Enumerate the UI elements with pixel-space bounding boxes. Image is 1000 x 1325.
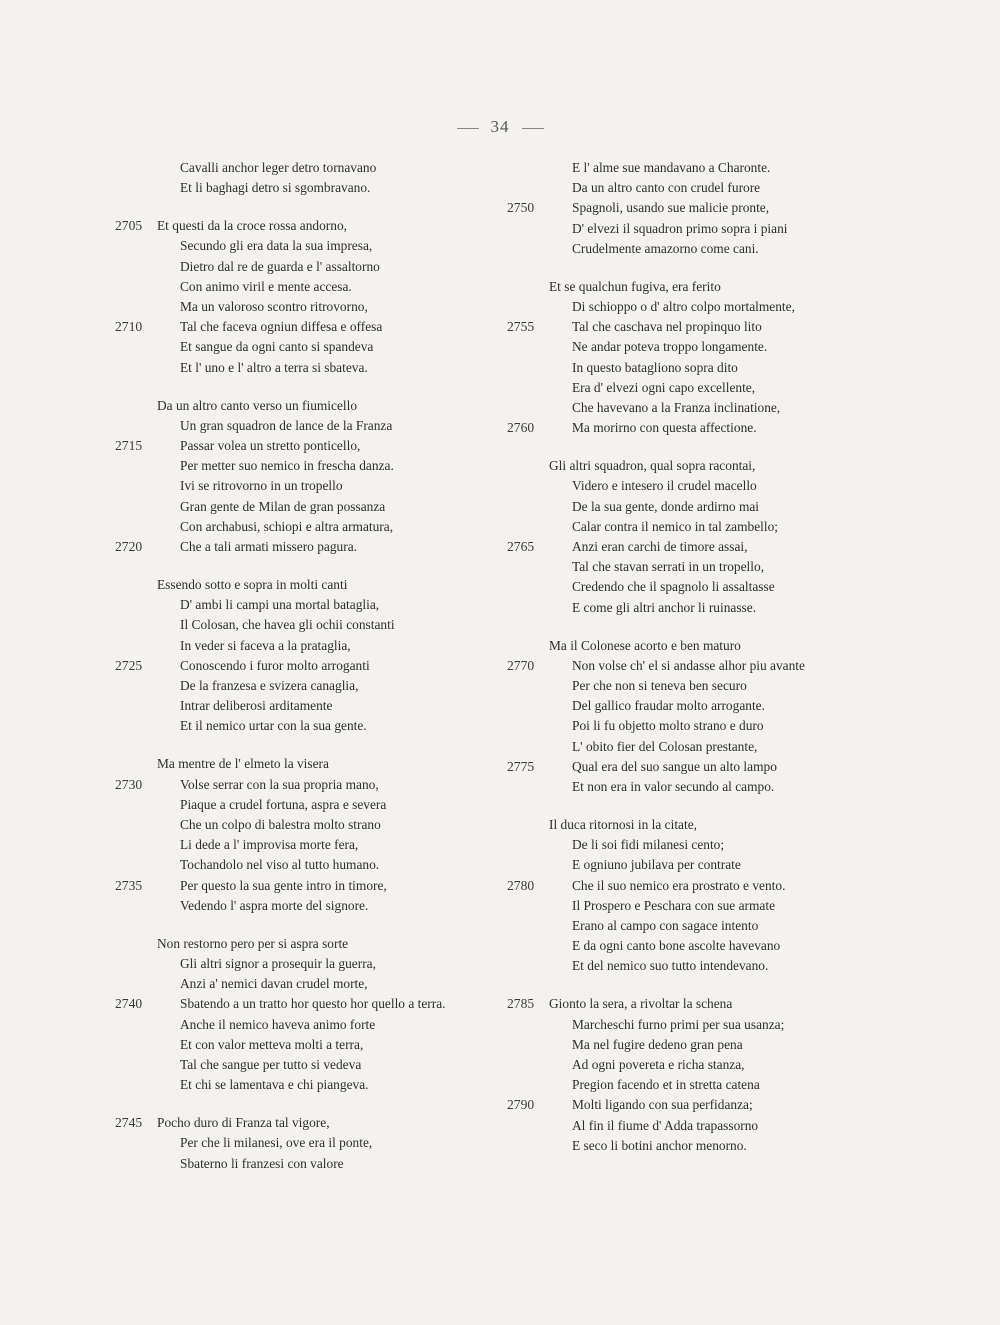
page-number: 34 (490, 117, 510, 136)
verse-line (507, 936, 897, 956)
line-number: 2745 (115, 1115, 143, 1131)
verse-text: Ma nel fugire dedeno gran pena (572, 1036, 743, 1052)
line-number: 2730 (115, 776, 143, 792)
verse-text: Gran gente de Milan de gran possanza (180, 498, 386, 514)
verse-text: Et il nemico urtar con la sua gente. (180, 718, 367, 734)
verse-text: Essendo sotto e sopra in molti canti (157, 577, 348, 593)
stanza (507, 277, 897, 439)
verse-text: Spagnoli, usando sue malicie pronte, (572, 200, 770, 216)
verse-text: Tal che stavan serrati in un tropello, (572, 559, 765, 575)
verse-line (507, 696, 897, 716)
verse-text: Secundo gli era data la sua impresa, (180, 238, 373, 254)
verse-line (115, 158, 510, 178)
verse-line (507, 337, 897, 357)
verse-text: In questo batagliono sopra dito (572, 359, 738, 375)
line-number: 2735 (115, 877, 143, 893)
line-number: 2755 (507, 319, 535, 335)
verse-line (115, 537, 510, 557)
verse-line (115, 236, 510, 256)
verse-text: Sbaterno li franzesi con valore (180, 1155, 344, 1171)
verse-line (507, 876, 897, 896)
verse-line (115, 1154, 510, 1174)
verse-line (507, 178, 897, 198)
verse-text: Era d' elvezi ogni capo excellente, (572, 379, 756, 395)
verse-text: Calar contra il nemico in tal zambello; (572, 518, 778, 534)
verse-line (507, 277, 897, 297)
verse-text: E seco li botini anchor menorno. (572, 1137, 747, 1153)
verse-text: Ad ogni povereta e richa stanza, (572, 1056, 745, 1072)
verse-line (115, 1133, 510, 1153)
line-number: 2740 (115, 996, 143, 1012)
verse-text: Qual era del suo sangue un alto lampo (572, 758, 777, 774)
stanza (115, 1113, 510, 1174)
verse-text: Ma mentre de l' elmeto la visera (157, 756, 329, 772)
verse-text: Il Prospero e Peschara con sue armate (572, 897, 776, 913)
line-number: 2720 (115, 538, 143, 554)
verse-text: Con animo viril e mente accesa. (180, 278, 352, 294)
stanza (115, 754, 510, 916)
page-header (0, 117, 1000, 137)
verse-text: Pregion facendo et in stretta catena (572, 1077, 760, 1093)
verse-line (115, 795, 510, 815)
verse-line (507, 1136, 897, 1156)
stanza (507, 994, 897, 1156)
verse-line (507, 317, 897, 337)
verse-text: Ivi se ritrovorno in un tropello (180, 478, 343, 494)
verse-text: De la franzesa e svizera canaglia, (180, 677, 359, 693)
verse-line (115, 754, 510, 774)
verse-line (115, 656, 510, 676)
verse-line (507, 636, 897, 656)
line-number: 2760 (507, 420, 535, 436)
verse-line (115, 876, 510, 896)
verse-line (115, 815, 510, 835)
verse-line (115, 636, 510, 656)
verse-text: Erano al campo con sagace intento (572, 917, 759, 933)
stanza (115, 396, 510, 558)
verse-line (507, 418, 897, 438)
verse-text: Et chi se lamentava e chi piangeva. (180, 1077, 369, 1093)
verse-text: Di schioppo o d' altro colpo mortalmente, (572, 299, 795, 315)
verse-line (115, 257, 510, 277)
verse-line (507, 656, 897, 676)
verse-text: Che un colpo di balestra molto strano (180, 817, 381, 832)
verse-text: Dietro dal re de guarda e l' assaltorno (180, 258, 380, 274)
verse-line (115, 1035, 510, 1055)
verse-text: D' elvezi il squadron primo sopra i piani (572, 220, 788, 236)
verse-line (115, 396, 510, 416)
verse-line (507, 378, 897, 398)
line-number: 2790 (507, 1097, 535, 1113)
verse-text: Pocho duro di Franza tal vigore, (157, 1115, 330, 1131)
verse-text: Volse serrar con la sua propria mano, (180, 776, 379, 792)
stanza (115, 575, 510, 737)
verse-line (115, 835, 510, 855)
verse-line (115, 1113, 510, 1133)
verse-text: L' obito fier del Colosan prestante, (572, 738, 758, 754)
verse-text: Anzi a' nemici davan crudel morte, (180, 976, 368, 992)
verse-line (115, 974, 510, 994)
verse-text: E da ogni canto bone ascolte havevano (572, 938, 781, 954)
verse-line (507, 158, 897, 178)
verse-line (115, 575, 510, 595)
verse-line (507, 676, 897, 696)
verse-text: Un gran squadron de lance de la Franza (180, 417, 393, 433)
line-number: 2725 (115, 657, 143, 673)
verse-text: Poi li fu objetto molto strano e duro (572, 718, 764, 734)
verse-line (507, 855, 897, 875)
verse-text: Et questi da la croce rossa andorno, (157, 218, 348, 234)
verse-line (507, 577, 897, 597)
verse-line (115, 855, 510, 875)
verse-line (115, 497, 510, 517)
line-number: 2705 (115, 218, 143, 234)
verse-line (507, 1075, 897, 1095)
verse-line (507, 517, 897, 537)
verse-line (507, 716, 897, 736)
verse-text: Videro e intesero il crudel macello (572, 478, 757, 494)
verse-text: Li dede a l' improvisa morte fera, (180, 837, 359, 853)
verse-line (507, 1015, 897, 1035)
verse-line (115, 476, 510, 496)
verse-line (507, 835, 897, 855)
stanza (115, 216, 510, 378)
verse-line (115, 615, 510, 635)
verse-text: Non restorno pero per si aspra sorte (157, 935, 349, 951)
verse-text: Gli altri squadron, qual sopra racontai, (549, 458, 756, 474)
verse-text: Gionto la sera, a rivoltar la schena (549, 996, 733, 1012)
verse-line (507, 476, 897, 496)
verse-text: Et del nemico suo tutto intendevano. (572, 958, 769, 974)
verse-line (507, 537, 897, 557)
verse-text: Che a tali armati missero pagura. (180, 538, 357, 554)
verse-text: Il Colosan, che havea gli ochii constanti (180, 617, 395, 633)
verse-line (115, 1015, 510, 1035)
verse-text: Non volse ch' el si andasse alhor piu avante (572, 657, 805, 673)
line-number: 2765 (507, 538, 535, 554)
verse-line (507, 1055, 897, 1075)
verse-line (115, 436, 510, 456)
verse-line (115, 178, 510, 198)
verse-line (115, 775, 510, 795)
verse-text: Per questo la sua gente intro in timore, (180, 877, 387, 893)
verse-line (507, 956, 897, 976)
verse-line (507, 297, 897, 317)
verse-text: Et con valor metteva molti a terra, (180, 1036, 364, 1052)
line-number: 2785 (507, 996, 535, 1012)
verse-text: Ma morirno con questa affectione. (572, 420, 757, 436)
verse-line (507, 916, 897, 936)
verse-text: Intrar deliberosi arditamente (180, 698, 333, 714)
verse-line (507, 1035, 897, 1055)
verse-text: Credendo che il spagnolo li assaltasse (572, 579, 775, 595)
right-column (507, 158, 897, 1174)
verse-text: Tal che caschava nel propinquo lito (572, 319, 762, 335)
verse-text: Per metter suo nemico in frescha danza. (180, 458, 394, 474)
line-number: 2775 (507, 758, 535, 774)
verse-text: Con archabusi, schiopi e altra armatura, (180, 518, 394, 534)
verse-text: Anzi eran carchi de timore assai, (572, 538, 748, 554)
stanza (115, 934, 510, 1096)
verse-line (507, 737, 897, 757)
verse-line (507, 497, 897, 517)
verse-text: Anche il nemico haveva animo forte (180, 1016, 376, 1032)
verse-text: Tal che sangue per tutto si vedeva (180, 1056, 362, 1072)
verse-text: Che il suo nemico era prostrato e vento. (572, 877, 786, 893)
verse-line (115, 456, 510, 476)
verse-text: Et li baghagi detro si sgombravano. (180, 180, 371, 196)
verse-line (507, 757, 897, 777)
line-number: 2715 (115, 438, 143, 454)
verse-line (507, 557, 897, 577)
verse-line (115, 1075, 510, 1095)
verse-text: Et se qualchun fugiva, era ferito (549, 278, 721, 294)
verse-line (115, 416, 510, 436)
stanza (507, 636, 897, 798)
line-number: 2780 (507, 877, 535, 893)
line-number: 2750 (507, 200, 535, 216)
verse-text: Il duca ritornosi in la citate, (549, 817, 697, 832)
verse-text: Ne andar poteva troppo longamente. (572, 339, 768, 355)
stanza (507, 815, 897, 977)
verse-line (507, 815, 897, 835)
verse-text: De la sua gente, donde ardirno mai (572, 498, 760, 514)
verse-line (115, 317, 510, 337)
verse-text: E l' alme sue mandavano a Charonte. (572, 160, 771, 175)
verse-line (115, 216, 510, 236)
verse-text: Da un altro canto con crudel furore (572, 180, 761, 196)
verse-line (507, 994, 897, 1014)
verse-text: Marcheschi furno primi per sua usanza; (572, 1016, 785, 1032)
verse-text: Et sangue da ogni canto si spandeva (180, 339, 374, 355)
verse-text: Gli altri signor a prosequir la guerra, (180, 956, 376, 972)
verse-line (507, 358, 897, 378)
verse-text: Vedendo l' aspra morte del signore. (180, 897, 369, 913)
verse-text: E come gli altri anchor li ruinasse. (572, 599, 757, 615)
verse-line (507, 777, 897, 797)
verse-text: Tochandolo nel viso al tutto humano. (180, 857, 380, 873)
verse-line (507, 896, 897, 916)
header-dash-right (522, 128, 544, 129)
stanza (115, 158, 510, 198)
verse-text: Per che non si teneva ben securo (572, 677, 747, 693)
verse-line (115, 676, 510, 696)
verse-line (507, 1116, 897, 1136)
verse-line (115, 277, 510, 297)
verse-line (115, 358, 510, 378)
verse-text: Che havevano a la Franza inclinatione, (572, 399, 781, 415)
verse-text: Tal che faceva ogniun diffesa e offesa (180, 319, 383, 335)
verse-text: E ogniuno jubilava per contrate (572, 857, 741, 873)
verse-text: Crudelmente amazorno come cani. (572, 240, 759, 256)
verse-line (115, 934, 510, 954)
verse-text: Et non era in valor secundo al campo. (572, 778, 775, 794)
verse-text: Al fin il fiume d' Adda trapassorno (572, 1117, 759, 1133)
verse-text: Molti ligando con sua perfidanza; (572, 1097, 753, 1113)
verse-line (507, 198, 897, 218)
verse-text: Ma un valoroso scontro ritrovorno, (180, 299, 368, 315)
verse-line (507, 239, 897, 259)
verse-text: In veder si faceva a la prataglia, (180, 637, 351, 653)
stanza (507, 456, 897, 618)
verse-line (507, 456, 897, 476)
verse-line (507, 598, 897, 618)
verse-line (507, 398, 897, 418)
line-number: 2710 (115, 319, 143, 335)
verse-line (115, 517, 510, 537)
verse-line (115, 696, 510, 716)
verse-line (115, 954, 510, 974)
verse-text: Ma il Colonese acorto e ben maturo (549, 637, 741, 653)
verse-text: Passar volea un stretto ponticello, (180, 438, 361, 454)
verse-text: Conoscendo i furor molto arroganti (180, 657, 370, 673)
verse-text: Sbatendo a un tratto hor questo hor quello a terra. (180, 996, 446, 1012)
verse-line (115, 994, 510, 1014)
verse-text: De li soi fidi milanesi cento; (572, 837, 725, 853)
stanza (507, 158, 897, 259)
verse-text: Et l' uno e l' altro a terra si sbateva. (180, 359, 368, 375)
line-number: 2770 (507, 657, 535, 673)
verse-text: Piaque a crudel fortuna, aspra e severa (180, 796, 387, 812)
verse-line (115, 896, 510, 916)
verse-text: Del gallico fraudar molto arrogante. (572, 698, 765, 714)
verse-line (115, 1055, 510, 1075)
left-column (115, 158, 510, 1192)
verse-text: Cavalli anchor leger detro tornavano (180, 160, 377, 175)
verse-text: Da un altro canto verso un fiumicello (157, 397, 358, 413)
verse-line (507, 1095, 897, 1115)
verse-line (115, 337, 510, 357)
verse-text: D' ambi li campi una mortal bataglia, (180, 597, 380, 613)
verse-line (507, 219, 897, 239)
verse-line (115, 595, 510, 615)
header-dash-left (457, 128, 479, 129)
verse-line (115, 716, 510, 736)
verse-line (115, 297, 510, 317)
verse-text: Per che li milanesi, ove era il ponte, (180, 1135, 373, 1151)
